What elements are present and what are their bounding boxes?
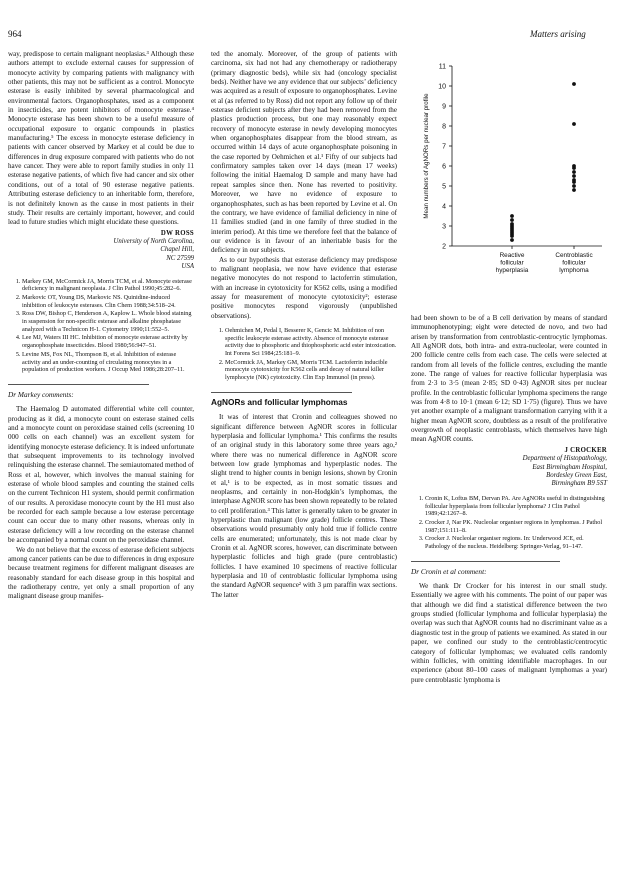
column-1 <box>8 50 194 602</box>
divider <box>411 561 560 562</box>
page-number: 964 <box>8 29 22 39</box>
reference-list <box>411 495 607 551</box>
y-tick-label: 2 <box>442 243 446 251</box>
data-point <box>572 184 576 188</box>
x-tick-label: follicular <box>562 259 586 267</box>
reference-item: 3. Ross DW, Bishop C, Henderson A, Kaplow L. Whole blood staining in suspension for non-specific esterase and alkaline phosphatase analyzed with a Technicon H-1. Cytometry 1990;11:552–5. <box>22 310 194 333</box>
reference-item: 2. Crocker J, Nar PK. Nucleolar organiser regions in lymphomas. J Pathol 1987;151:111–8. <box>425 519 607 534</box>
data-point <box>510 214 514 218</box>
affiliation-line: USA <box>181 263 194 271</box>
data-point <box>572 82 576 86</box>
affiliation-line: East Birmingham Hospital, <box>532 463 607 471</box>
column-3 <box>411 314 607 685</box>
y-tick-label: 7 <box>442 143 446 151</box>
reference-item: 5. Levine MS, Fox NL, Thompson B, et al. Inhibition of esterase activity and an under-counting of circulating monocytes in a population of production workers. J Occup Med 1986;28:207–11. <box>22 351 194 374</box>
author-name: DW ROSS <box>160 229 194 237</box>
body-paragraph: The Haemalog D automated differential white cell counter, producing as it did, a monocyte count on esterase stained cells and a monocyte count on peroxidase stained cells (screening 10 000 cells on each channel) was an excellent system for identifying monocyte esterase deficiency. It is indeed unfortunate that subsequent improvements to its technology involved relinquishing the esterase channel. The semiautomated method of Ross et al, however, which involves the manual staining for esterase of whole blood samples and counting the stained cells on the current Technicon H1 system, should permit confirmation of our results. A peroxidase monocyte count by the H1 must also be recorded for each sample because a low esterase percentage count can occur due to many other reasons, whereas only in esterase deficiency will a low recording on the esterase channel be accompanied by a normal count on the peroxidase channel. <box>8 405 194 545</box>
agnor-scatter-chart <box>402 56 612 296</box>
y-tick-label: 8 <box>442 123 446 131</box>
y-axis-label: Mean numbers of AgNORs per nuclear profile <box>423 93 430 219</box>
reference-list <box>211 327 397 382</box>
data-point <box>572 174 576 178</box>
y-tick-label: 4 <box>442 203 446 211</box>
affiliation-line: Bordesley Green East, <box>546 472 607 480</box>
section-header: Matters arising <box>530 29 586 39</box>
data-point <box>510 222 514 226</box>
author-name: J CROCKER <box>564 446 607 454</box>
affiliation-line: University of North Carolina, <box>113 237 194 245</box>
column-2 <box>211 50 397 600</box>
divider <box>211 392 352 393</box>
reference-item: 2. Markovic OT, Young DS, Markovic NS. Quinidine-induced inhibition of leukocyte esterases. Clin Chem 1988;34:518–24. <box>22 294 194 309</box>
y-tick-label: 6 <box>442 163 446 171</box>
y-tick-label: 3 <box>442 223 446 231</box>
body-paragraph: As to our hypothesis that esterase deficiency may predispose to malignant neoplasia, we now have evidence that esterase negative monocytes do not respond to lactoferrin stimulation, with an increase in cytotoxicity for K562 cells, using a modified assay for measurement of monocyte cytotoxicity²; esterase positive monocytes respond vigorously (unpublished observations). <box>211 255 397 320</box>
x-tick-label: Reactive <box>499 252 525 259</box>
data-point <box>510 238 514 242</box>
reference-item: 1. Markey GM, McCormick JA, Morris TCM, et al. Monocyte esterase deficiency in malignant neoplasia. J Clin Pathol 1990;45:282–6. <box>22 278 194 293</box>
reference-item: 1. Cronin K, Loftus BM, Dervan PA. Are AgNORs useful in distinguishing follicular hyperplasia from follicular lymphoma? J Clin Pathol 1989;42:1267–8. <box>425 495 607 518</box>
data-point <box>572 188 576 192</box>
body-paragraph: We thank Dr Crocker for his interest in our small study. Essentially we agree with his comments. The point of our paper was that although we did find a statistical difference between the two groups studied (follicular lymphoma and follicular hyperplasia) the overlap was such that AgNOR counts had no discriminant value as a diagnostic test in the group of patients we examined. As stated in our paper, we confined our study to the centroblastic/centrocytic category of follicular lymphomas; we evaluated cells randomly within follicles, with omitting identifiable macrophages. In our experience (about 80–100 cases of malignant lymphomas a year) pure centroblastic lymphoma is <box>411 582 607 684</box>
data-point <box>510 218 514 222</box>
data-point <box>572 170 576 174</box>
affiliation-line: Birmingham B9 5ST <box>551 480 607 488</box>
reference-item: 2. McCormick JA, Markey GM, Morris TCM. Lactoferrin inducible monocyte cytotoxicity for K562 cells and decay of natural killer lymphocyte (NK) cytotoxicity. Clin Exp Immunol (in press). <box>225 359 397 382</box>
x-tick-label: hyperplasia <box>495 267 529 274</box>
signature-block <box>8 230 194 272</box>
data-point <box>572 164 576 168</box>
article-title: AgNORs and follicular lymphomas <box>211 396 348 407</box>
data-point <box>572 122 576 126</box>
y-tick-label: 10 <box>438 83 446 91</box>
divider <box>8 384 149 385</box>
body-paragraph: way, predispose to certain malignant neoplasias.³ Although these authors attempt to exclude external causes for suppression of monocyte activity by comparing patients with malignancy with other patients, this may not be sufficient as a control. Monocyte esterase is easily inhibited by several pharmacological and environmental factors. Organophosphates, used as a component in insecticides, are potent inhibitors of monocyte esterase.⁴ Monocyte esterase has been shown to be a useful measure of occupational exposure to organic compounds in plastics manufacturing.⁵ The excess in monocyte esterase deficiency in patients with cancer observed by Markey et al could be due to differences in drug exposure compared with patients who do not have cancer. They were able to report family studies in only 11 esterase negative patients, of which five had cancer and six other conditions, out of a total of 90 esterase negative patients. Attributing esterase deficiency to an inheritable form, therefore, is not definitely known as the cause in most patients in their study. Their results are certainly important, however, and could lead to future studies which might elucidate these questions. <box>8 50 194 227</box>
affiliation-line: NC 27599 <box>166 254 194 262</box>
reference-item: 3. Crocker J. Nucleolar organiser regions. In: Underwood JCE, ed. Pathology of the nucleus. Heidelberg: Springer-Verlag, 91–147. <box>425 535 607 550</box>
reference-list <box>8 278 194 374</box>
x-tick-label: lymphoma <box>559 267 589 274</box>
y-tick-label: 11 <box>438 63 446 71</box>
body-paragraph: had been shown to be of a B cell derivation by means of standard immunophenotyping; eight were detected de novo, and two had arisen by transformation from centroblastic-centrocytic lymphomas. All AgNOR dots, both intra- and extra-nucleolar, were counted in 200 follicle centre cells from each case. The cells were selected at random from all levels of the follicle centres, excluding the mantle zone. The range of values for reactive follicular hyperplasia was from 2·3 to 3·5 (mean 2·85; SD 0·43) AgNOR sites per nuclear profile. In the centroblastic follicular lymphoma specimens the range was from 4·8 to 10·1 (mean 6·12; SD 1·75) (figure). Thus we have yet another example of a malignant transformation carrying with it a higher mean AgNOR score, doubtless as a result of the proliferative overgrowth of neoplastic centroblasts, which themselves have high mean AgNOR counts. <box>411 314 607 444</box>
comment-heading: Dr Markey comments: <box>8 390 74 399</box>
comment-heading: Dr Cronin et al comment: <box>411 566 487 576</box>
body-paragraph: We do not believe that the excess of esterase deficient subjects among cancer patients can be due to differences in drug exposure because treatment regimens for different malignant diseases are reasonably standard for each disease group in this hospital and the radiotherapy centre, yet only a small proportion of any malignant disease group manifes- <box>8 545 194 601</box>
body-paragraph: It was of interest that Cronin and colleagues showed no significant difference between AgNOR scores in follicular hyperplasia and follicular lymphoma.¹ This confirms the results of an original study in this laboratory some three years ago,² where there was no numerical difference in AgNOR score between low grade lymphomas and hyperplastic nodes. The slight trend to higher counts in benign lesions, shown by Cronin et al,¹ is to be expected, as in most somatic tissues and neoplasms, and certainly in non-Hodgkin’s lymphomas, the interphase AgNOR score has been shown repeatedly to be related to cell proliferation.³ This latter is generally taken to be greater in hyperplastic than malignant (low grade) follicle centres. These observations would presumably only hold true if follicle centre cells are enumerated; unfortunately, this is not made clear by Cronin et al. AgNOR scores, however, can discriminate between hyperplastic follicles and high grade (pure centroblastic) follicles. I have examined 10 specimens of reactive follicular hyperplasia and 10 of centroblastic follicular lymphoma using the standard AgNOR sequence² with 3 μm paraffin wax sections. The latter <box>211 413 397 599</box>
affiliation-line: Department of Histopathology, <box>522 455 607 463</box>
reference-item: 4. Lee MJ, Waters III HC. Inhibition of monocyte esterase activity by organophosphate insecticides. Blood 1980;56:947–51. <box>22 334 194 349</box>
x-tick-label: follicular <box>500 259 524 267</box>
y-tick-label: 5 <box>442 183 446 191</box>
x-tick-label: Centroblastic <box>555 252 593 259</box>
y-tick-label: 9 <box>442 103 446 111</box>
signature-block <box>411 447 607 489</box>
data-point <box>572 178 576 182</box>
reference-item: 1. Oehmichen M, Pedal I, Besserer K, Gencic M. Inhibition of non specific leukocyte esterase activity. Absence of monocyte esterase activity due to phosphoric and thiophosphoric acid ester intoxication. Int Forens Sci 1984;25:181–9. <box>225 327 397 358</box>
affiliation-line: Chapel Hill, <box>160 246 194 254</box>
body-paragraph: ted the anomaly. Moreover, of the group of patients with carcinoma, six had not had any chemotherapy or radiotherapy (primary diagnostic beds), while six had (oncology specialist beds). Neither have we any evidence that our subjects’ deficiency was acquired as a result of exposure to organophosphates. Levine et al (as referred to by Ross) did not report any follow up of their esterase deficient subjects after they had been removed from the plastics production process, but one may reasonably expect recovery of monocyte esterase in newly developing monocytes when organophosphates disappear from the blood stream, as occurred within 14 days of acute organophosphate poisoning in the case reported by Oehmichen et al.¹ Fifty of our subjects had confirmatory samples taken over 14 days (mean 17 weeks) following the initial Haemalog D sample and many have had repeat samples since then. None has reverted to positivity. Moreover, we have no evidence of exposure to organophosphates, such as has been reported by Levine et al. On the contrary, we have evidence of familial deficiency in nine of 11 families studied (and in one family of three studied in the interim period). At this time we therefore feel that the balance of our evidence is in favour of an inheritable basis for the deficiency in our subjects. <box>211 50 397 255</box>
